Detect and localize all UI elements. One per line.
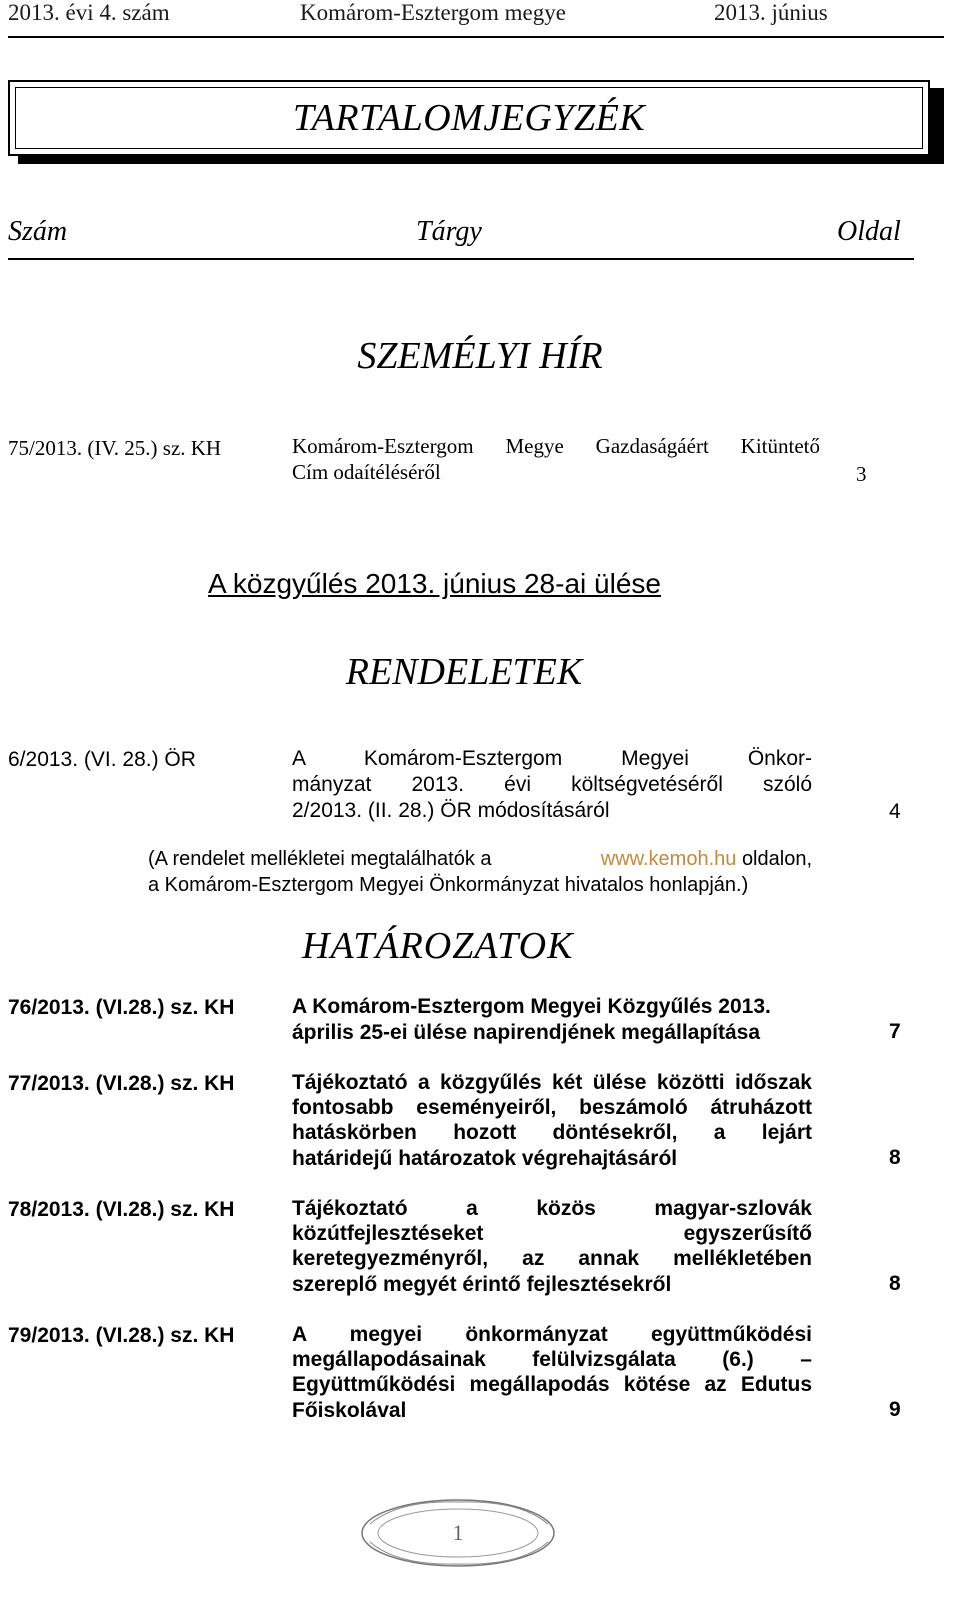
- decree-note-prefix: (A rendelet mellékletei megtalálhatók a: [148, 848, 492, 870]
- header-county: Komárom-Esztergom megye: [300, 0, 566, 25]
- resolution-78-line2: közútfejlesztéseket egyszerűsítő: [292, 1222, 812, 1245]
- decree-line1: A Komárom-Esztergom Megyei Önkor-: [292, 747, 812, 770]
- column-rule: [8, 258, 914, 260]
- resolution-79-line2: megállapodásainak felülvizsgálata (6.) –: [292, 1348, 812, 1371]
- resolution-78-page: 8: [889, 1272, 901, 1295]
- decree-page: 4: [889, 800, 901, 823]
- resolution-77-page: 8: [889, 1146, 901, 1169]
- resolution-76-page: 7: [889, 1020, 901, 1043]
- decree-note-line2: a Komárom-Esztergom Megyei Önkormányzat hivatalos honlapján.): [148, 874, 749, 896]
- decree-note-suffix: oldalon,: [741, 848, 812, 870]
- header-issue: 2013. évi 4. szám: [8, 0, 170, 25]
- session-heading: A közgyűlés 2013. június 28-ai ülése: [208, 568, 661, 599]
- column-subject: Tárgy: [416, 216, 482, 247]
- column-number: Szám: [8, 216, 68, 247]
- resolution-79-line3: Együttműködési megállapodás kötése az Edutus: [292, 1373, 812, 1396]
- column-page: Oldal: [837, 216, 901, 247]
- resolution-79-page: 9: [889, 1398, 901, 1421]
- resolution-79-line1: A megyei önkormányzat együttműködési: [292, 1323, 812, 1346]
- resolution-77-line3: hatáskörben hozott döntésekről, a lejárt: [292, 1121, 812, 1144]
- personal-heading: SZEMÉLYI HÍR: [357, 335, 603, 377]
- resolution-78-number: 78/2013. (VI.28.) sz. KH: [8, 1198, 235, 1221]
- personal-item-page: 3: [856, 462, 867, 486]
- resolutions-heading: HATÁROZATOK: [302, 925, 574, 967]
- decree-number: 6/2013. (VI. 28.) ÖR: [8, 748, 196, 771]
- resolution-79-line4: Főiskolával: [292, 1399, 407, 1422]
- resolution-78-line4: szereplő megyét érintő fejlesztésekről: [292, 1273, 672, 1296]
- title-box-inner: [15, 87, 923, 149]
- personal-item-line2: Cím odaítéléséről: [292, 460, 441, 484]
- decree-line3: 2/2013. (II. 28.) ÖR módosításáról: [292, 799, 610, 822]
- decree-note-line1: [148, 848, 812, 871]
- resolution-77-line2: fontosabb eseményeiről, beszámoló átruházott: [292, 1096, 812, 1119]
- header-rule: [8, 36, 944, 38]
- resolution-77-line4: határidejű határozatok végrehajtásáról: [292, 1147, 678, 1170]
- header-date: 2013. június: [714, 0, 828, 25]
- resolution-76-line1: A Komárom-Esztergom Megyei Közgyűlés 2013.: [292, 995, 771, 1018]
- resolution-78-line3: keretegyezményről, az annak mellékletében: [292, 1247, 812, 1270]
- resolution-77-line1: Tájékoztató a közgyűlés két ülése közötti időszak: [292, 1071, 812, 1094]
- page-number: 1: [452, 1520, 464, 1545]
- personal-item-number: 75/2013. (IV. 25.) sz. KH: [8, 436, 222, 460]
- title-box: [8, 80, 930, 156]
- resolution-79-number: 79/2013. (VI.28.) sz. KH: [8, 1324, 235, 1347]
- resolution-76-line2: április 25-ei ülése napirendjének megállapítása: [292, 1021, 761, 1044]
- resolution-76-number: 76/2013. (VI.28.) sz. KH: [8, 996, 235, 1019]
- personal-item-line1: Komárom-Esztergom Megye Gazdaságáért Kitüntető: [292, 434, 820, 458]
- kemoh-link[interactable]: www.kemoh.hu: [600, 848, 737, 870]
- decrees-heading: RENDELETEK: [345, 651, 583, 693]
- resolution-77-number: 77/2013. (VI.28.) sz. KH: [8, 1072, 235, 1095]
- decree-line2: mányzat 2013. évi költségvetéséről szóló: [292, 773, 812, 796]
- page-title: TARTALOMJEGYZÉK: [292, 97, 646, 139]
- resolution-78-line1: Tájékoztató a közös magyar-szlovák: [292, 1197, 812, 1220]
